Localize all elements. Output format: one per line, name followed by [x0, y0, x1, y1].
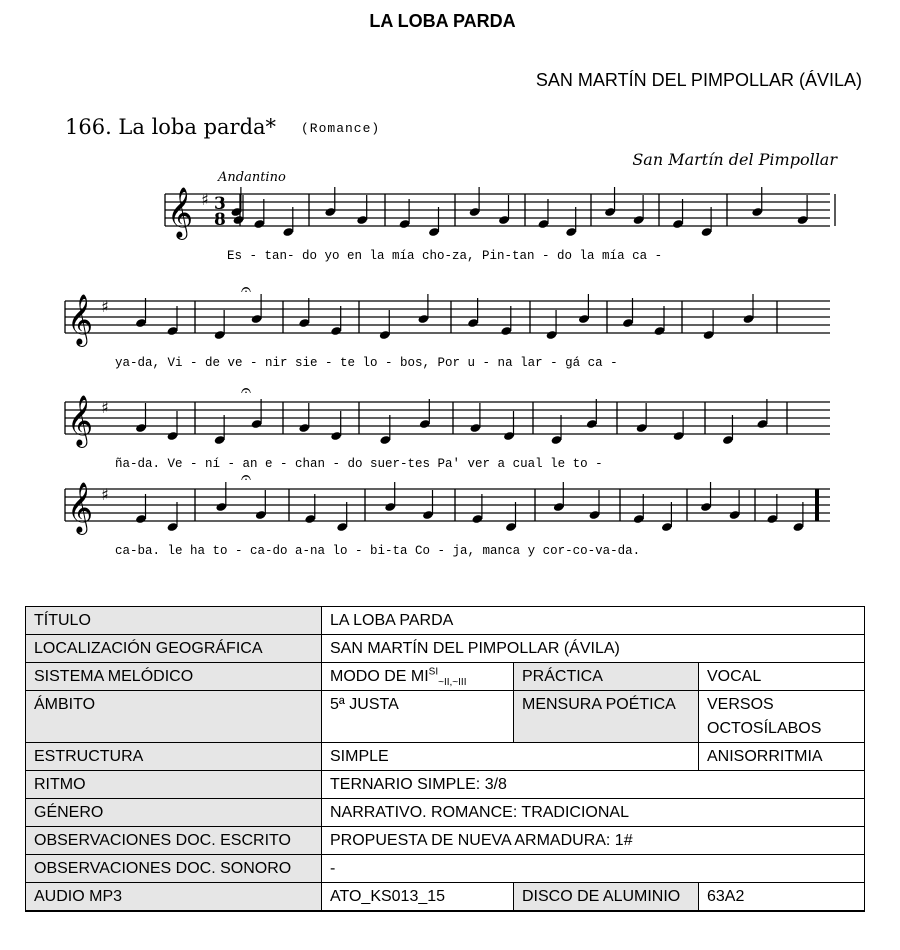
- table-row-sistema-melodico: [26, 663, 865, 691]
- key-sharp-icon: ♯: [101, 398, 109, 417]
- label-practica: PRÁCTICA: [514, 663, 699, 691]
- table-row-audio: [26, 883, 865, 912]
- label-mensura: MENSURA POÉTICA: [514, 691, 699, 743]
- value-disco: 63A2: [699, 883, 865, 912]
- label-ambito: ÁMBITO: [26, 691, 322, 743]
- table-row-localizacion: [26, 635, 865, 663]
- value-ambito: 5ª JUSTA: [322, 691, 514, 743]
- key-sharp-icon: ♯: [101, 297, 109, 316]
- label-obs-escrito: OBSERVACIONES DOC. ESCRITO: [26, 827, 322, 855]
- fermata-icon: 𝄐: [241, 380, 252, 401]
- fermata-icon: 𝄐: [241, 279, 252, 300]
- staff-systems: [65, 187, 835, 558]
- label-disco: DISCO DE ALUMINIO: [514, 883, 699, 912]
- value-modo: MODO DE MI: [330, 668, 429, 685]
- value-titulo: LA LOBA PARDA: [322, 607, 865, 635]
- table-row-obs-escrito: [26, 827, 865, 855]
- value-modo-sup: SI: [428, 666, 439, 678]
- value-practica: VOCAL: [699, 663, 865, 691]
- label-localizacion: LOCALIZACIÓN GEOGRÁFICA: [26, 635, 322, 663]
- table-row-ambito: [26, 691, 865, 743]
- table-row-ritmo: [26, 771, 865, 799]
- key-sharp-icon: ♯: [201, 190, 209, 209]
- value-estructura: SIMPLE: [322, 743, 699, 771]
- document-location: SAN MARTÍN DEL PIMPOLLAR (ÁVILA): [535, 70, 862, 90]
- lyrics-line: ca-ba. le ha to - ca-do a-na lo - bi-ta Co - ja, manca y cor-co-va-da.: [115, 544, 641, 558]
- lyrics-line: ña-da. Ve - ní - an e - chan - do suer-tes Pa' ver a cual le to -: [115, 457, 603, 471]
- label-titulo: TÍTULO: [26, 607, 322, 635]
- metadata-table: [25, 606, 865, 912]
- value-sistema-melodico: [322, 663, 514, 691]
- treble-clef-icon: 𝄞: [167, 187, 194, 238]
- score-number-title: 166. La loba parda*: [65, 115, 277, 139]
- time-signature-top: 3: [214, 194, 226, 214]
- value-mensura: VERSOS OCTOSÍLABOS: [699, 691, 865, 743]
- value-modo-sub: ~II,~III: [438, 677, 467, 689]
- key-sharp-icon: ♯: [101, 485, 109, 504]
- time-signature-bottom: 8: [214, 210, 226, 230]
- score-place: San Martín del Pimpollar: [632, 150, 837, 169]
- table-row-estructura: [26, 743, 865, 771]
- table-row-titulo: [26, 607, 865, 635]
- value-obs-sonoro: -: [322, 855, 865, 883]
- treble-clef-icon: 𝄞: [67, 482, 94, 533]
- treble-clef-icon: 𝄞: [67, 395, 94, 446]
- lyrics-line: ya-da, Vi - de ve - nir sie - te lo - bos, Por u - na lar - gá ca -: [115, 356, 618, 370]
- label-genero: GÉNERO: [26, 799, 322, 827]
- document-title: LA LOBA PARDA: [369, 11, 516, 31]
- value-genero: NARRATIVO. ROMANCE: TRADICIONAL: [322, 799, 865, 827]
- score-genre-note: (Romance): [301, 121, 381, 136]
- label-audio: AUDIO MP3: [26, 883, 322, 912]
- table-row-genero: [26, 799, 865, 827]
- label-ritmo: RITMO: [26, 771, 322, 799]
- value-ritmo: TERNARIO SIMPLE: 3/8: [322, 771, 865, 799]
- label-estructura: ESTRUCTURA: [26, 743, 322, 771]
- label-sistema-melodico: SISTEMA MELÓDICO: [26, 663, 322, 691]
- treble-clef-icon: 𝄞: [67, 294, 94, 345]
- value-localizacion: SAN MARTÍN DEL PIMPOLLAR (ÁVILA): [322, 635, 865, 663]
- value-estructura-ritmica: ANISORRITMIA: [699, 743, 865, 771]
- fermata-icon: 𝄐: [241, 467, 252, 488]
- lyrics-line: Es - tan- do yo en la mía cho-za, Pin-tan - do la mía ca -: [227, 249, 663, 263]
- score-tempo: Andantino: [218, 170, 286, 185]
- label-obs-sonoro: OBSERVACIONES DOC. SONORO: [26, 855, 322, 883]
- table-row-obs-sonoro: [26, 855, 865, 883]
- value-obs-escrito: PROPUESTA DE NUEVA ARMADURA: 1#: [322, 827, 865, 855]
- value-audio: ATO_KS013_15: [322, 883, 514, 912]
- music-score: [55, 110, 855, 570]
